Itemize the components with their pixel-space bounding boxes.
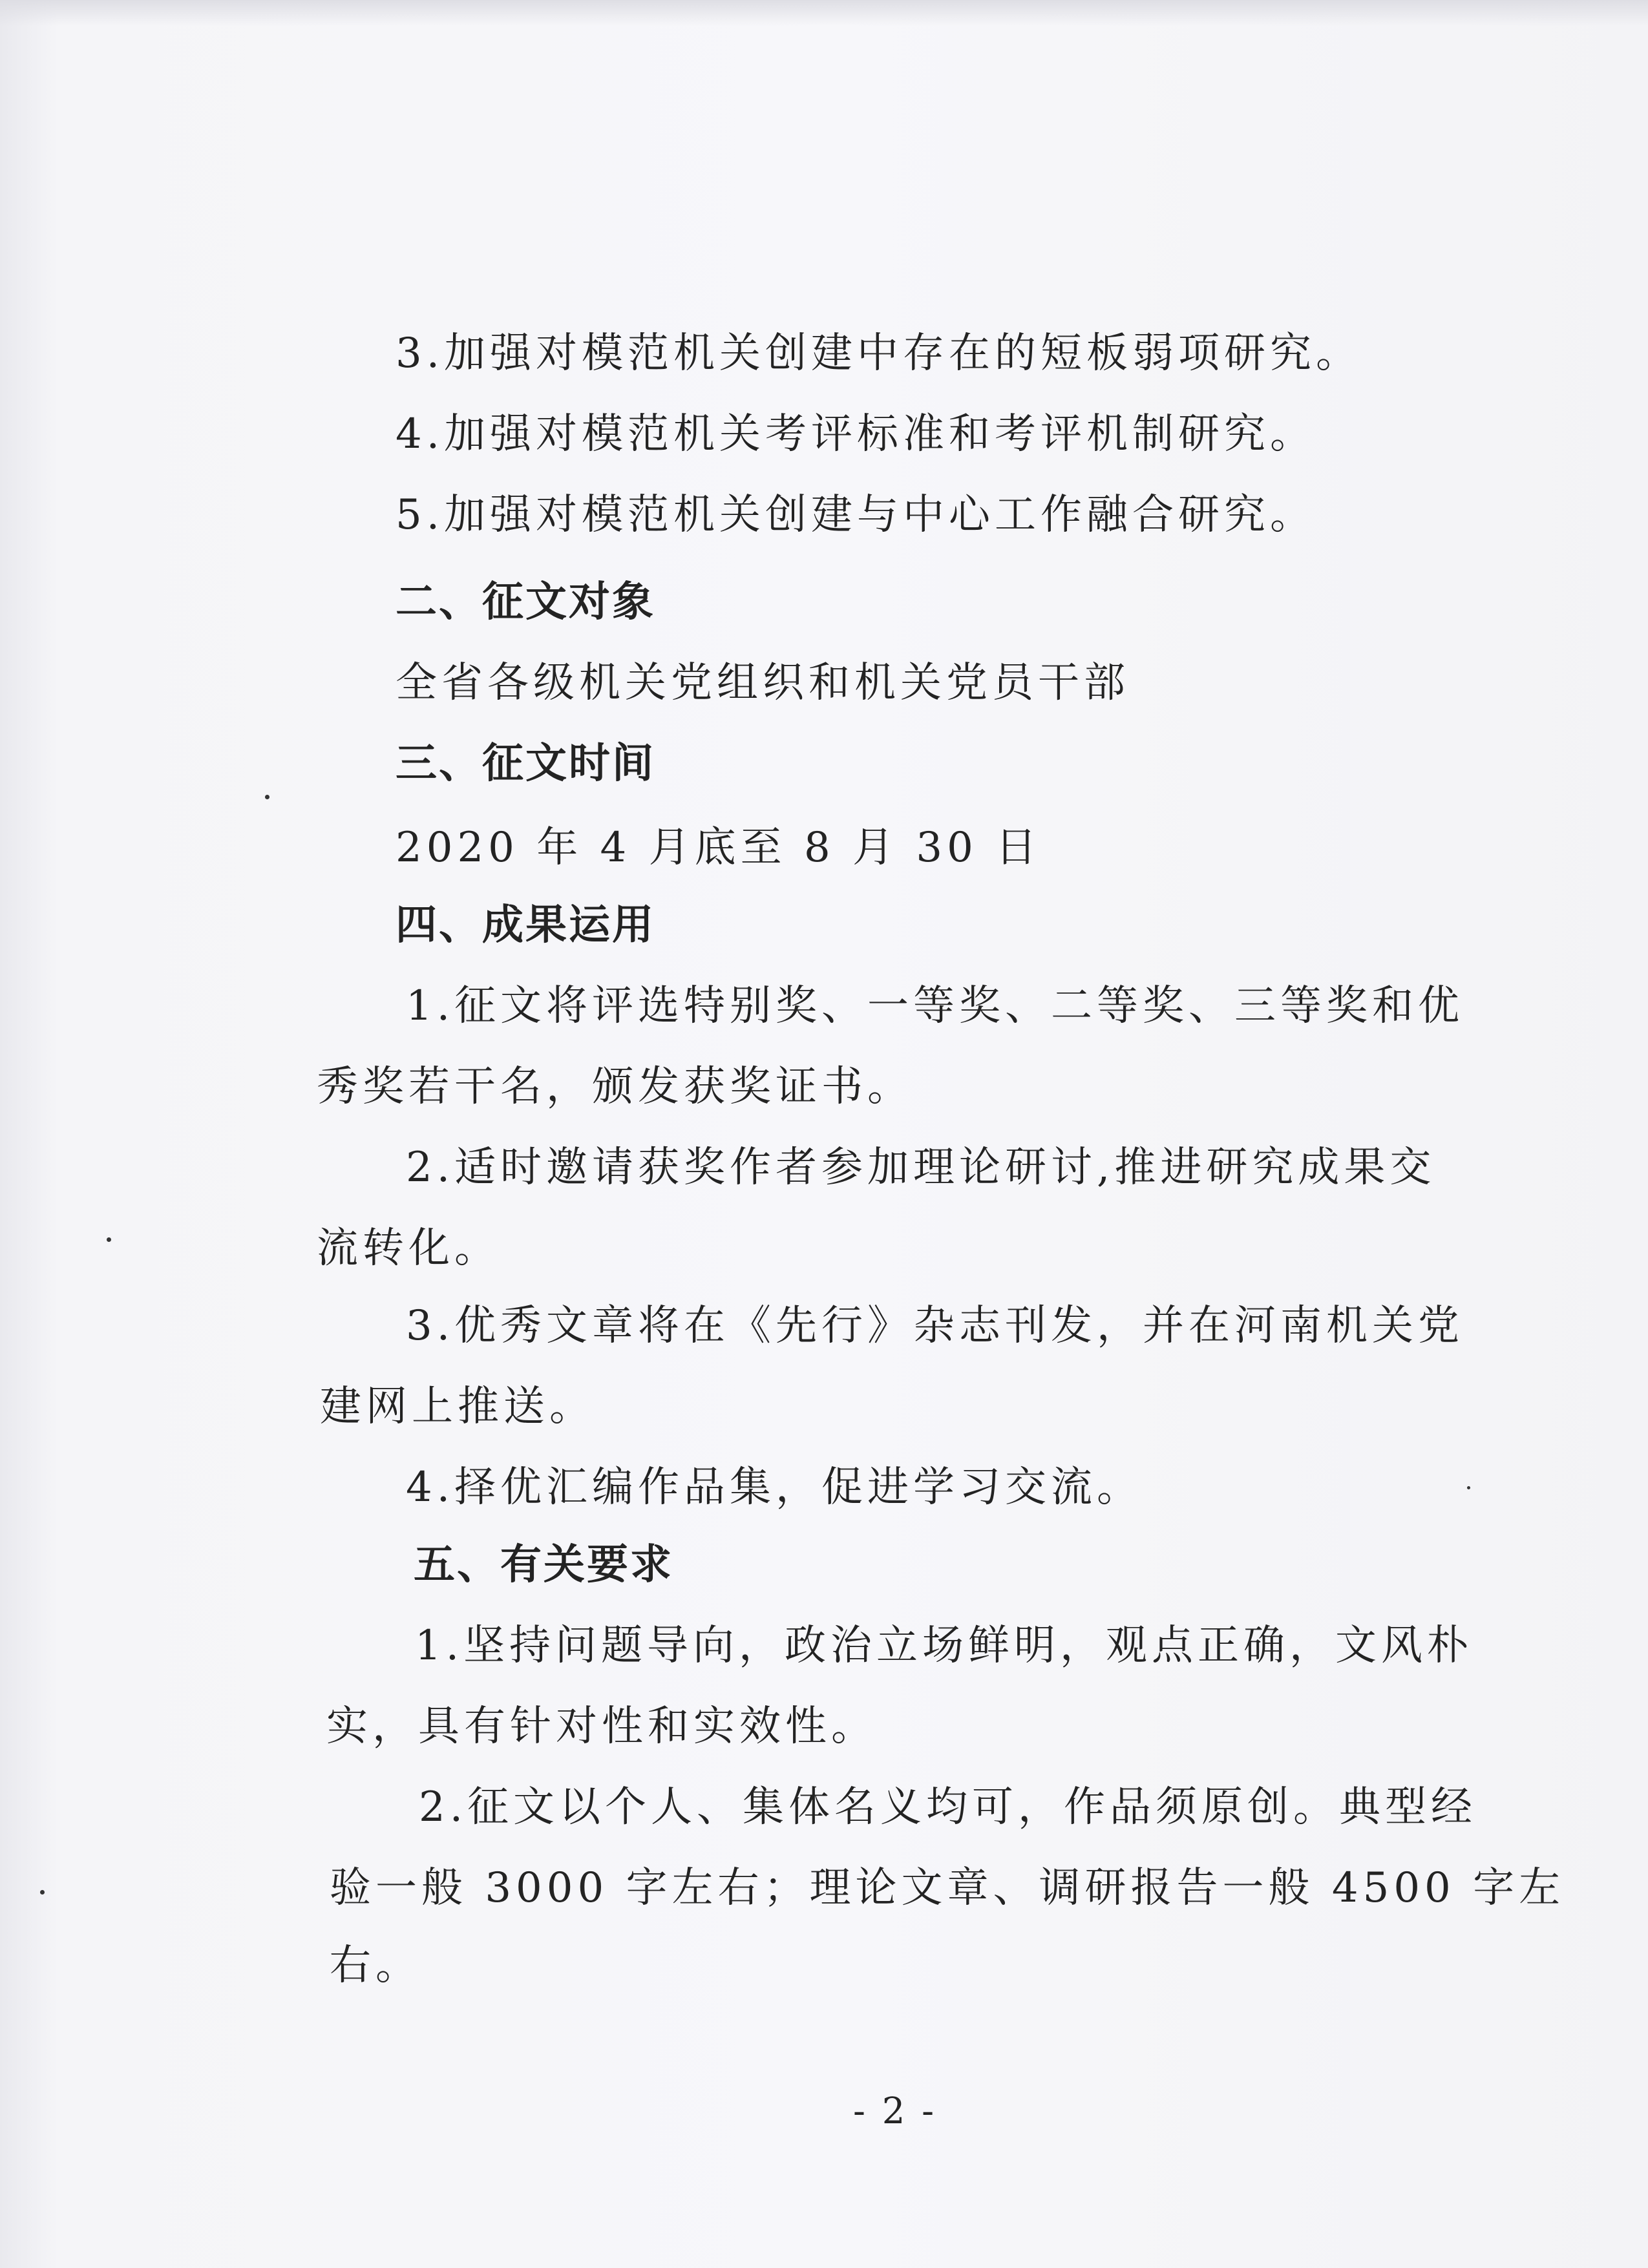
text-line-15: 4.择优汇编作品集，促进学习交流。 bbox=[406, 1464, 1143, 1511]
text-line-14: 建网上推送。 bbox=[320, 1383, 595, 1431]
text-line-21: 右。 bbox=[330, 1942, 421, 1990]
text-line-13: 3.优秀文章将在《先行》杂志刊发，并在河南机关党 bbox=[406, 1302, 1464, 1350]
section-heading-4: 四、成果运用 bbox=[396, 901, 655, 949]
section-heading-3: 三、征文时间 bbox=[396, 740, 655, 788]
scan-speck bbox=[107, 1237, 111, 1242]
text-line-19: 2.征文以个人、集体名义均可，作品须原创。典型经 bbox=[419, 1783, 1477, 1831]
text-line-2: 4.加强对模范机关考评标准和考评机制研究。 bbox=[396, 410, 1316, 458]
scan-speck bbox=[265, 795, 269, 799]
scan-speck bbox=[40, 1890, 45, 1895]
text-line-10: 秀奖若干名，颁发获奖证书。 bbox=[317, 1063, 913, 1111]
text-line-20: 验一般 3000 字左右；理论文章、调研报告一般 4500 字左 bbox=[330, 1864, 1565, 1912]
text-line-3: 5.加强对模范机关创建与中心工作融合研究。 bbox=[396, 491, 1316, 539]
text-line-7: 2020 年 4 月底至 8 月 30 日 bbox=[396, 824, 1042, 872]
text-line-9: 1.征文将评选特别奖、一等奖、二等奖、三等奖和优 bbox=[406, 982, 1464, 1030]
page-number: - 2 - bbox=[853, 2090, 937, 2132]
text-line-18: 实，具有针对性和实效性。 bbox=[326, 1703, 877, 1750]
text-line-1: 3.加强对模范机关创建中存在的短板弱项研究。 bbox=[396, 330, 1362, 377]
text-line-11: 2.适时邀请获奖作者参加理论研讨,推进研究成果交 bbox=[406, 1144, 1436, 1192]
scan-speck bbox=[1467, 1486, 1470, 1489]
section-heading-2: 二、征文对象 bbox=[396, 578, 655, 626]
text-line-17: 1.坚持问题导向，政治立场鲜明，观点正确，文风朴 bbox=[415, 1622, 1474, 1670]
text-line-5: 全省各级机关党组织和机关党员干部 bbox=[396, 659, 1130, 707]
text-line-12: 流转化。 bbox=[317, 1224, 500, 1272]
scan-edge-shadow bbox=[0, 0, 1648, 26]
section-heading-5: 五、有关要求 bbox=[414, 1541, 673, 1589]
